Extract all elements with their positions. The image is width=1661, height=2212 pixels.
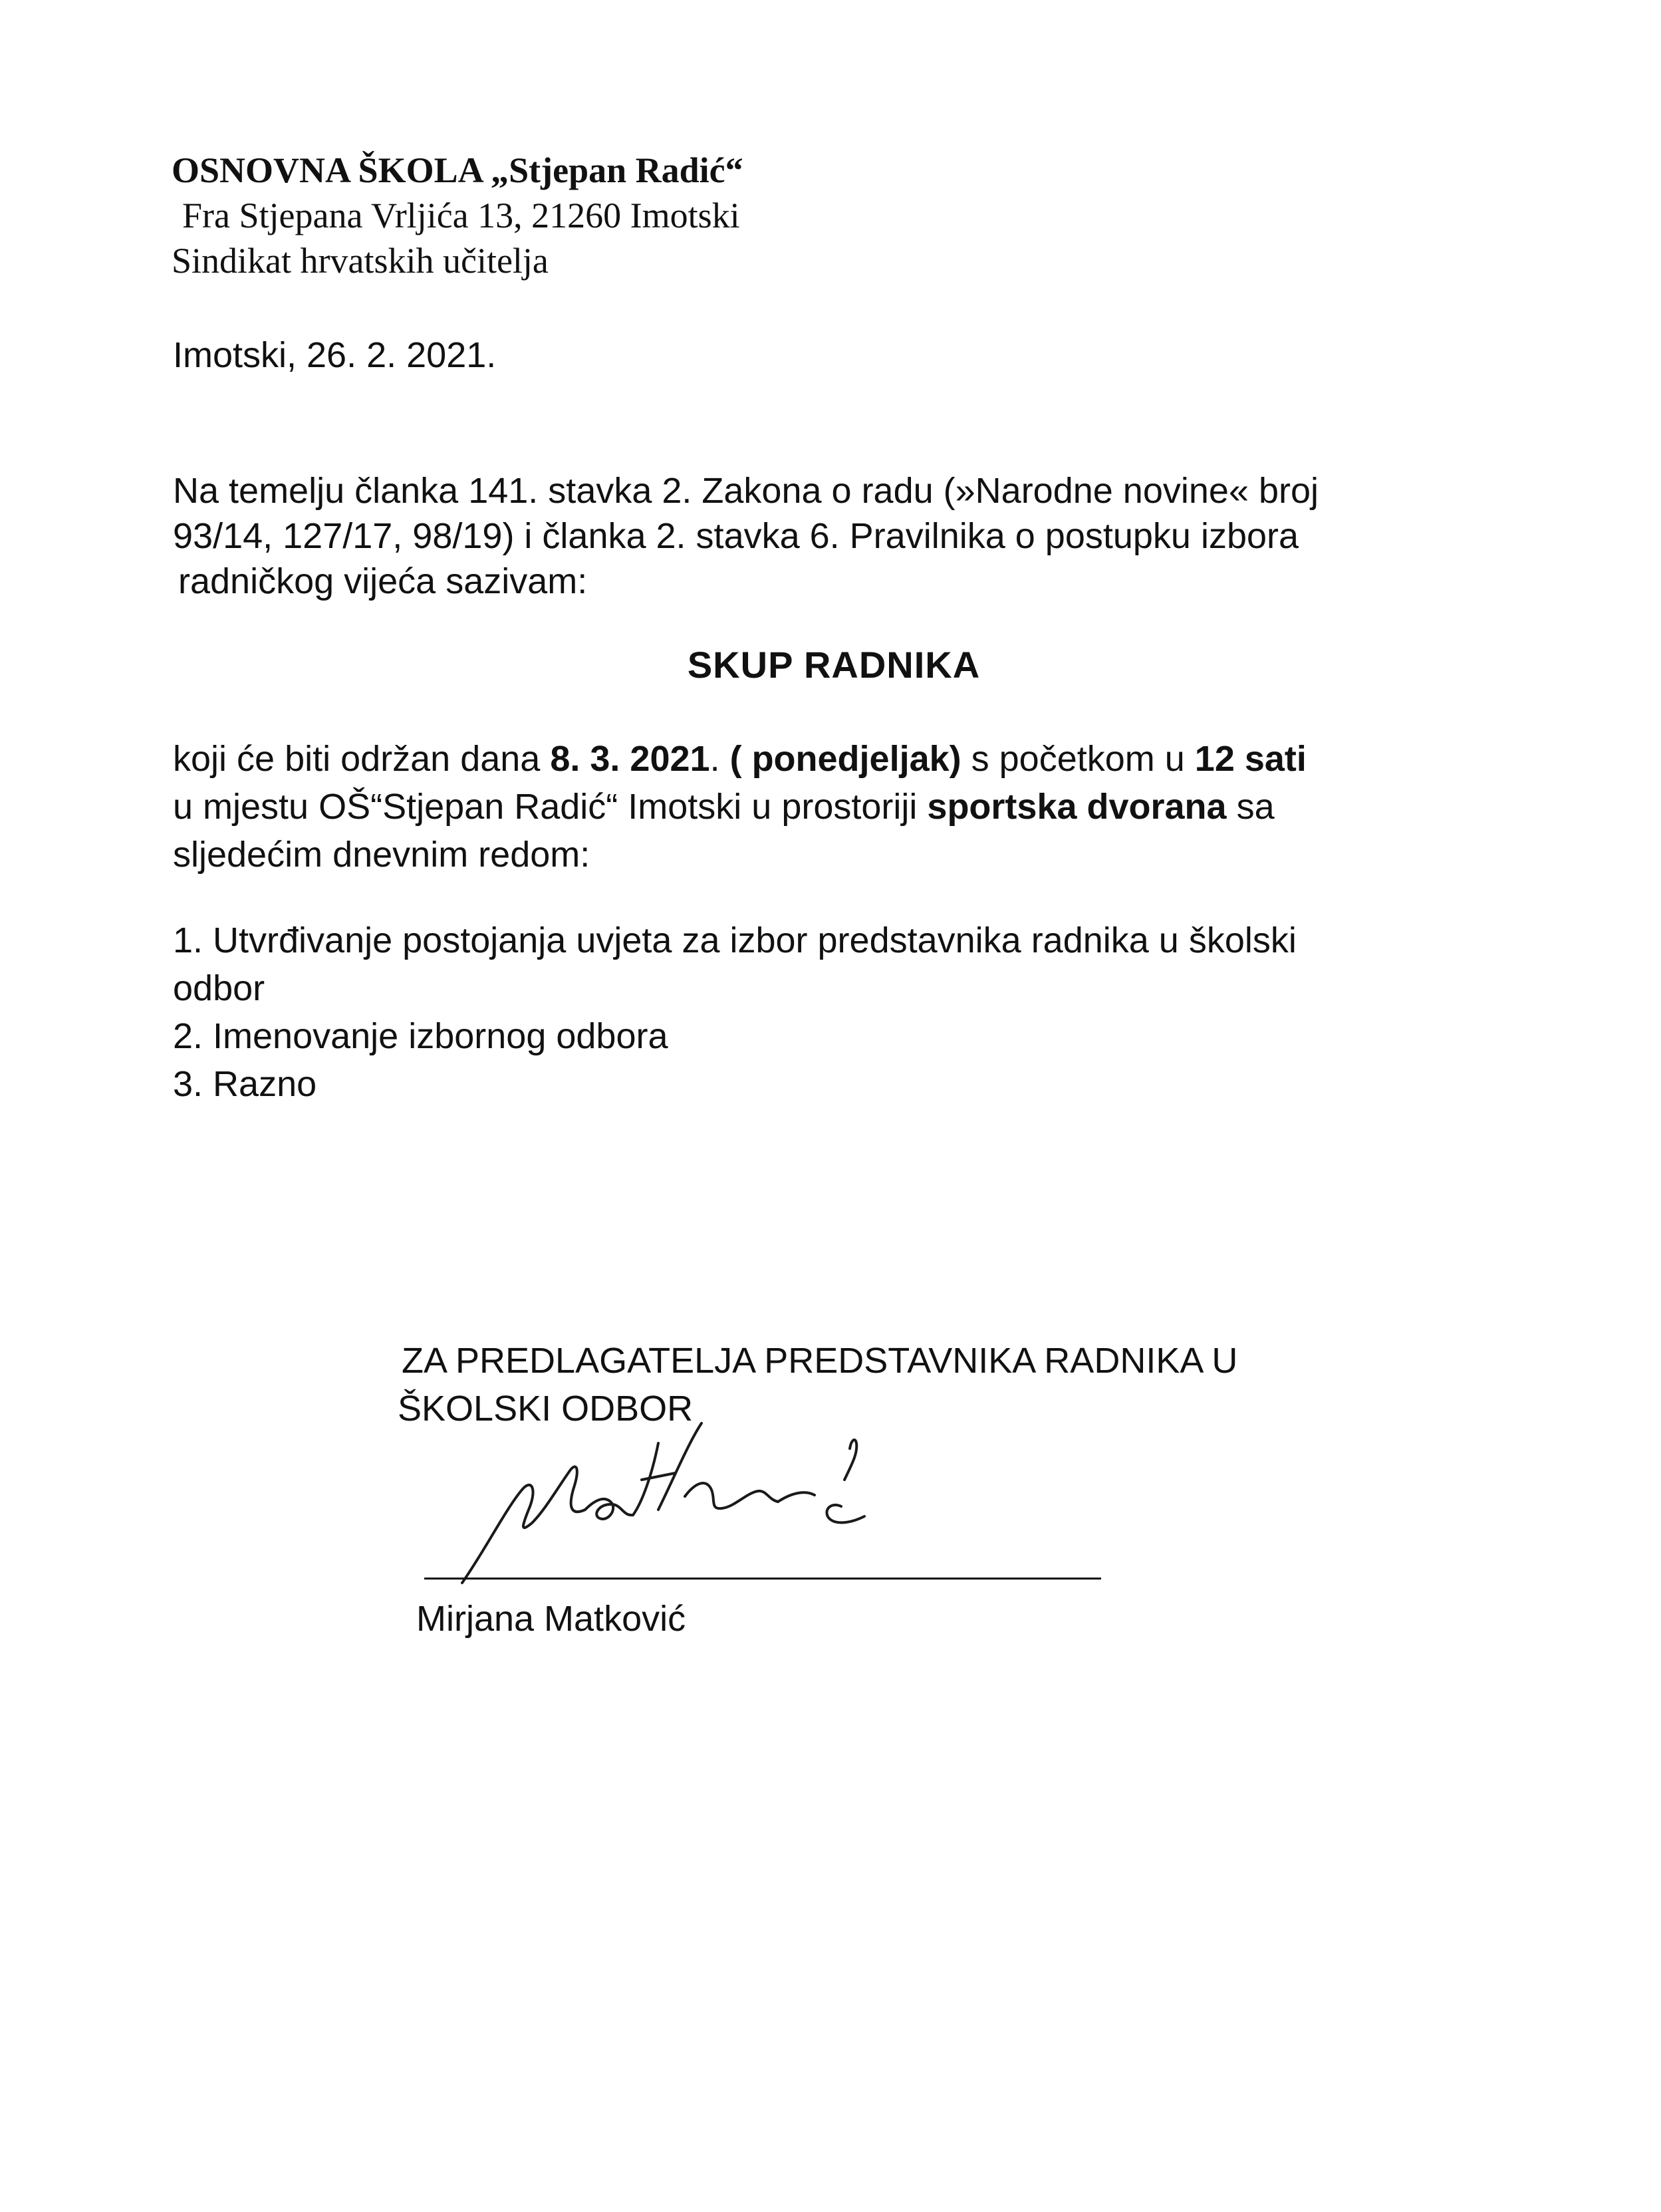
signature-line (424, 1578, 1101, 1580)
meeting-date: 8. 3. 2021 (550, 739, 710, 779)
meeting-time: 12 sati (1194, 739, 1307, 779)
document-title-text: SKUP RADNIKA (687, 644, 981, 686)
signature-caption-line-2: ŠKOLSKI ODBOR (398, 1389, 694, 1429)
meeting-venue: sportska dvorana (927, 787, 1227, 827)
meeting-text-1: koji će biti održan dana (173, 739, 551, 779)
intro-paragraph (173, 468, 1469, 604)
meeting-line-3: sljedećim dnevnim redom: (173, 835, 590, 875)
handwritten-signature (459, 1417, 964, 1609)
signature-caption-line-1: ZA PREDLAGATELJA PREDSTAVNIKA RADNIKA U (402, 1341, 1238, 1381)
meeting-text-2: . (709, 739, 730, 779)
intro-line-2: 93/14, 127/17, 98/19) i članka 2. stavka 6. Pravilnika o postupku izbora (173, 516, 1299, 556)
agenda-item-1: 1. Utvrđivanje postojanja uvjeta za izbor predstavnika radnika u školski (173, 920, 1297, 960)
document-header (172, 148, 1235, 283)
agenda-item-1-cont: odbor (173, 968, 265, 1008)
school-name: OSNOVNA ŠKOLA „Stjepan Radić“ (172, 150, 743, 190)
agenda-item-2: 2. Imenovanje izbornog odbora (173, 1016, 668, 1056)
meeting-location-text: u mjestu OŠ“Stjepan Radić“ Imotski u prostoriji (173, 787, 928, 827)
meeting-line-2 (173, 783, 1503, 831)
meeting-text-4: sa (1226, 787, 1275, 827)
signer-name: Mirjana Matković (416, 1599, 686, 1639)
meeting-text-3: s početkom u (961, 739, 1195, 779)
intro-line-3: radničkog vijeća sazivam: (178, 561, 588, 601)
meeting-day: ( ponedjeljak) (729, 739, 961, 779)
document-title (0, 642, 1661, 688)
school-address: Fra Stjepana Vrljića 13, 21260 Imotski (182, 196, 740, 235)
document-date: Imotski, 26. 2. 2021. (173, 335, 497, 375)
union-name: Sindikat hrvatskih učitelja (172, 241, 549, 281)
agenda-list (173, 916, 1503, 1108)
meeting-paragraph (173, 735, 1503, 879)
agenda-item-3: 3. Razno (173, 1064, 317, 1104)
meeting-line-1 (173, 735, 1503, 783)
intro-line-1: Na temelju članka 141. stavka 2. Zakona o radu (»Narodne novine« broj (173, 471, 1319, 511)
